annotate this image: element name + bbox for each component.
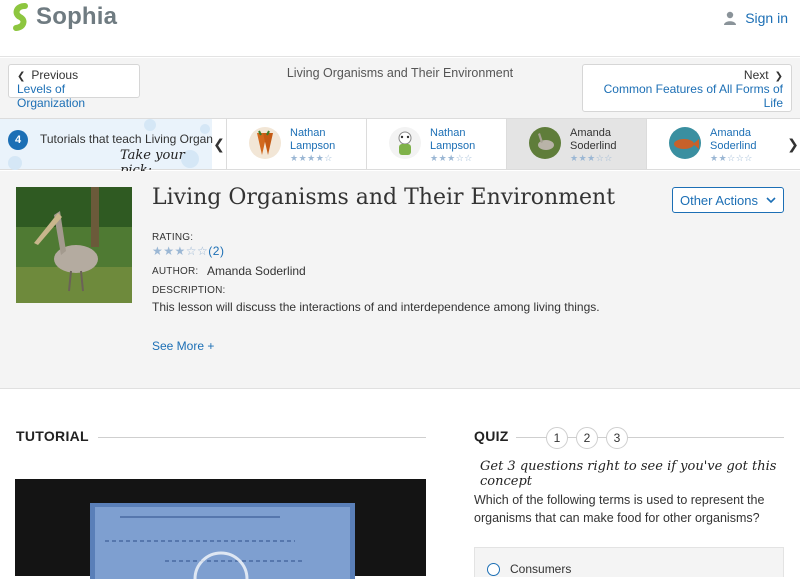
lesson-info <box>0 171 800 389</box>
description-label: DESCRIPTION: <box>152 285 226 296</box>
tutorial-heading: TUTORIAL <box>16 428 89 444</box>
next-label: Next <box>743 68 769 82</box>
picker-next-arrow[interactable] <box>786 119 800 169</box>
quiz-question-1-indicator[interactable]: 1 <box>546 427 568 449</box>
user-icon <box>723 11 737 25</box>
next-lesson-title-line1: Common Features of All Forms of <box>603 82 783 96</box>
chevron-down-icon <box>766 195 776 205</box>
site-header <box>0 0 800 57</box>
quiz-hint: Get 3 questions right to see if you've got this concept <box>480 459 777 489</box>
next-lesson-title-line2: Life <box>763 96 783 110</box>
tutorial-thumbnail <box>389 127 421 159</box>
tutorial-picker <box>0 118 800 170</box>
tutorial-video-player[interactable] <box>15 479 426 576</box>
previous-lesson-button[interactable] <box>8 64 140 110</box>
previous-lesson-title: Levels of Organization <box>17 82 86 110</box>
chevron-right-icon: ❯ <box>787 135 799 152</box>
video-frame <box>15 479 426 576</box>
quiz-question-2-indicator[interactable]: 2 <box>576 427 598 449</box>
sign-in-label: Sign in <box>745 10 788 26</box>
quiz-question: Which of the following terms is used to represent the organisms that can make food for other organisms? <box>474 493 765 525</box>
other-actions-dropdown[interactable] <box>672 187 784 213</box>
sophia-logo-icon <box>10 3 32 31</box>
tutorial-picker-intro <box>0 119 212 169</box>
picker-prev-arrow[interactable] <box>212 119 226 169</box>
tutor-name: Nathan Lampson <box>430 127 476 152</box>
author-label: AUTHOR: <box>152 266 199 277</box>
chevron-left-icon: ❮ <box>17 71 26 82</box>
lesson-title: Living Organisms and Their Environment <box>152 185 616 210</box>
tutor-name: Amanda Soderlind <box>710 127 757 152</box>
current-lesson-title: Living Organisms and Their Environment <box>286 66 514 80</box>
tutorial-option[interactable] <box>646 119 786 169</box>
tutor-rating-stars: ★★☆☆☆ <box>710 153 753 163</box>
tutor-rating-stars: ★★★☆☆ <box>570 153 613 163</box>
quiz-heading: QUIZ <box>474 428 509 444</box>
author-name: Amanda Soderlind <box>207 264 306 278</box>
tutorial-thumbnail <box>669 127 701 159</box>
see-more-link[interactable]: See More + <box>152 339 215 353</box>
rating-stars: ★★★☆☆(2) <box>152 244 225 258</box>
tutorial-option[interactable] <box>226 119 366 169</box>
next-lesson-button[interactable] <box>582 64 792 112</box>
rating-count[interactable]: (2) <box>208 244 225 258</box>
answer-radio[interactable] <box>487 563 500 576</box>
lesson-description: This lesson will discuss the interactions of and interdependence among living things. <box>152 300 600 314</box>
quiz-answer-option[interactable] <box>474 547 784 577</box>
tutorial-divider <box>98 437 426 438</box>
sophia-logo[interactable] <box>10 3 117 31</box>
answer-label: Consumers <box>510 562 572 576</box>
take-your-pick-label: Take your <box>120 148 185 163</box>
tutor-rating-stars: ★★★★☆ <box>290 153 333 163</box>
chevron-right-icon: ❯ <box>774 71 783 82</box>
tutorial-count-badge: 4 <box>8 130 28 150</box>
sign-in-link[interactable] <box>723 10 788 26</box>
tutorial-thumbnail <box>249 127 281 159</box>
other-actions-label: Other Actions <box>679 192 759 208</box>
lesson-navigation <box>0 58 800 118</box>
tutor-name: Nathan Lampson <box>290 127 336 152</box>
chevron-left-icon: ❮ <box>213 135 225 152</box>
tutorial-option[interactable] <box>366 119 506 169</box>
lesson-image-pelican <box>16 187 132 303</box>
tutor-name: Amanda Soderlind <box>570 127 617 152</box>
rating-label: RATING: <box>152 232 194 243</box>
tutorial-thumbnail <box>529 127 561 159</box>
previous-label: Previous <box>31 68 79 82</box>
quiz-question-3-indicator[interactable]: 3 <box>606 427 628 449</box>
tutorial-count-text: Tutorials that teach Living Organ <box>40 132 213 146</box>
tutor-rating-stars: ★★★☆☆ <box>430 153 473 163</box>
tutorial-option-selected[interactable] <box>506 119 646 169</box>
brand-name: Sophia <box>36 3 118 30</box>
